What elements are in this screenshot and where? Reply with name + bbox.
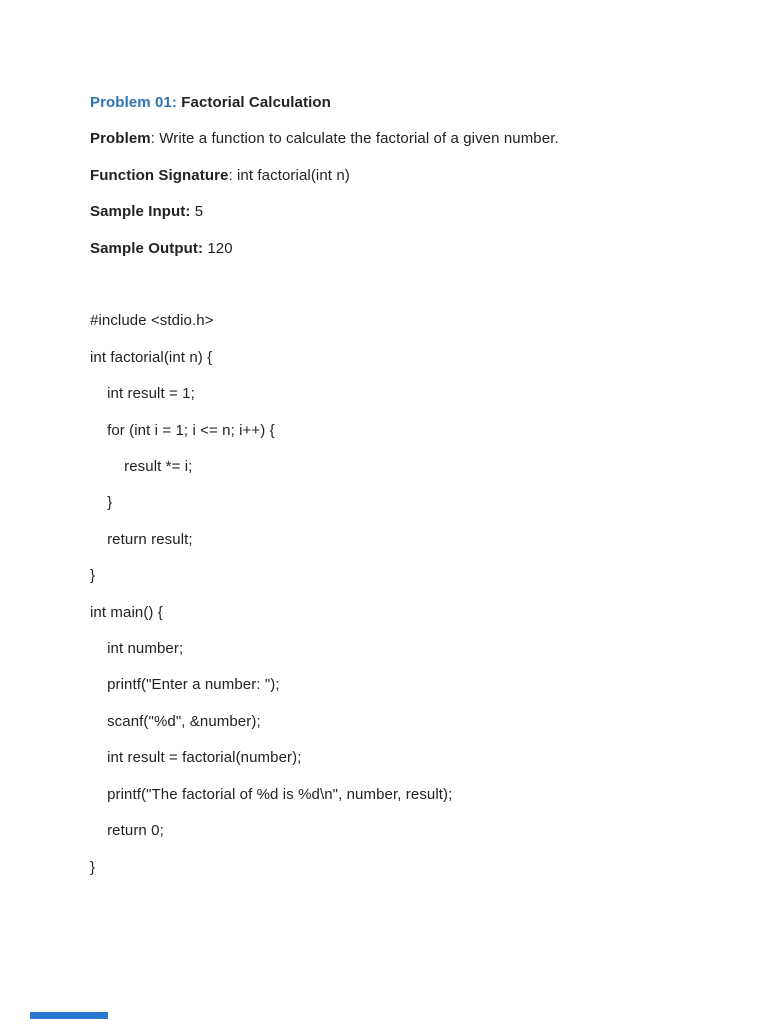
code-line: printf("The factorial of %d is %d\n", number, result); — [90, 785, 453, 803]
footer-accent-bar — [30, 1012, 108, 1019]
problem-number-label: Problem 01: — [90, 94, 177, 111]
code-line: int factorial(int n) { — [90, 348, 213, 366]
code-line: return result; — [90, 530, 193, 548]
function-signature-text: : int factorial(int n) — [228, 166, 350, 184]
code-line: int result = factorial(number); — [90, 749, 302, 767]
code-line: printf("Enter a number: "); — [90, 676, 280, 694]
spacer — [90, 267, 708, 303]
function-signature-label: Function Signature — [90, 166, 229, 184]
problem-statement-text: : Write a function to calculate the factorial of a given number. — [150, 130, 559, 148]
sample-output-value: 120 — [203, 239, 233, 257]
code-line: int main() { — [90, 603, 163, 621]
code-line: } — [90, 567, 96, 585]
code-line: result *= i; — [90, 458, 193, 476]
sample-output-label: Sample Output: — [90, 239, 204, 257]
sample-output — [90, 231, 708, 267]
problem-title — [90, 85, 708, 121]
function-signature — [90, 158, 708, 194]
code-line: } — [90, 858, 96, 876]
problem-title-text: Factorial Calculation — [176, 94, 331, 111]
document-content — [90, 85, 708, 886]
code-line: } — [90, 494, 113, 512]
problem-statement — [90, 121, 708, 157]
code-line: scanf("%d", &number); — [90, 712, 261, 730]
code-block — [90, 303, 708, 886]
sample-input-value: 5 — [190, 203, 204, 221]
code-line: #include <stdio.h> — [90, 312, 214, 330]
code-line: int number; — [90, 640, 184, 658]
code-line: int result = 1; — [90, 385, 195, 403]
code-line: return 0; — [90, 822, 164, 840]
sample-input — [90, 194, 708, 230]
sample-input-label: Sample Input: — [90, 203, 191, 221]
code-line: for (int i = 1; i <= n; i++) { — [90, 421, 275, 439]
problem-statement-label: Problem — [90, 130, 151, 148]
